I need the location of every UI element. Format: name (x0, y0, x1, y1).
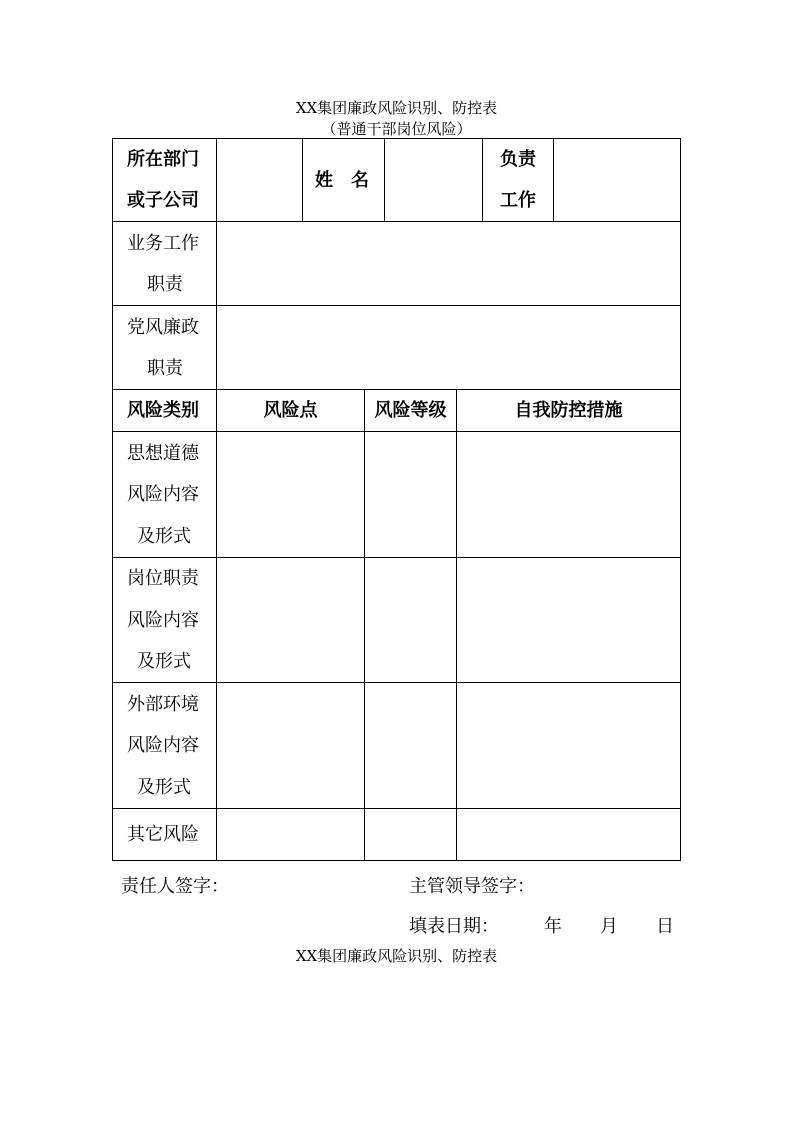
duty-label-line2: 工作 (500, 190, 536, 211)
date-day: 日 (656, 916, 674, 937)
name-label: 姓 名 (315, 170, 369, 191)
date-year: 年 (544, 916, 562, 937)
row-divider (112, 682, 681, 683)
page-title: XX集团廉政风险识别、防控表 (295, 99, 498, 117)
dept-label-line2: 或子公司 (127, 190, 199, 211)
risk-point-header: 风险点 (263, 400, 318, 421)
column-divider (482, 138, 483, 221)
risk-category-header: 风险类别 (127, 400, 199, 421)
table-border-left (112, 138, 113, 861)
column-divider (302, 138, 303, 221)
party-duty-line2: 职责 (147, 358, 183, 379)
leader-signature-label: 主管领导签字： (409, 876, 535, 897)
risk-row-1-line3: 及形式 (137, 526, 191, 547)
row-divider (112, 808, 681, 809)
party-duty-line1: 党风廉政 (127, 317, 199, 338)
risk-level-header: 风险等级 (374, 400, 447, 421)
row-divider (112, 557, 681, 558)
responsible-signature-label: 责任人签字： (121, 876, 229, 897)
row-divider (112, 431, 681, 432)
dept-label-line1: 所在部门 (127, 149, 199, 170)
business-duty-line1: 业务工作 (127, 233, 199, 254)
risk-row-1-line2: 风险内容 (127, 484, 199, 505)
column-divider (456, 389, 457, 861)
self-control-header: 自我防控措施 (514, 400, 623, 421)
risk-row-1-line1: 思想道德 (127, 443, 199, 464)
column-divider (364, 389, 365, 861)
risk-row-2-line3: 及形式 (137, 651, 191, 672)
table-border-bottom (112, 860, 681, 861)
risk-row-3-line3: 及形式 (137, 777, 191, 798)
date-month: 月 (600, 916, 618, 937)
table-border-right (680, 138, 681, 861)
column-divider (553, 138, 554, 221)
column-divider (216, 138, 217, 861)
row-divider (112, 305, 681, 306)
row-divider (112, 389, 681, 390)
risk-row-4-line1: 其它风险 (127, 824, 199, 845)
duty-label-line1: 负责 (500, 149, 536, 170)
page-subtitle: （普通干部岗位风险） (321, 120, 472, 138)
table-border-top (112, 138, 681, 139)
risk-row-3-line1: 外部环境 (127, 694, 199, 715)
fill-date-label: 填表日期： (409, 916, 499, 937)
risk-row-3-line2: 风险内容 (127, 735, 199, 756)
column-divider (384, 138, 385, 221)
risk-row-2-line1: 岗位职责 (127, 568, 199, 589)
row-divider (112, 221, 681, 222)
footer-title: XX集团廉政风险识别、防控表 (295, 947, 498, 965)
risk-row-2-line2: 风险内容 (127, 610, 199, 631)
business-duty-line2: 职责 (147, 274, 183, 295)
